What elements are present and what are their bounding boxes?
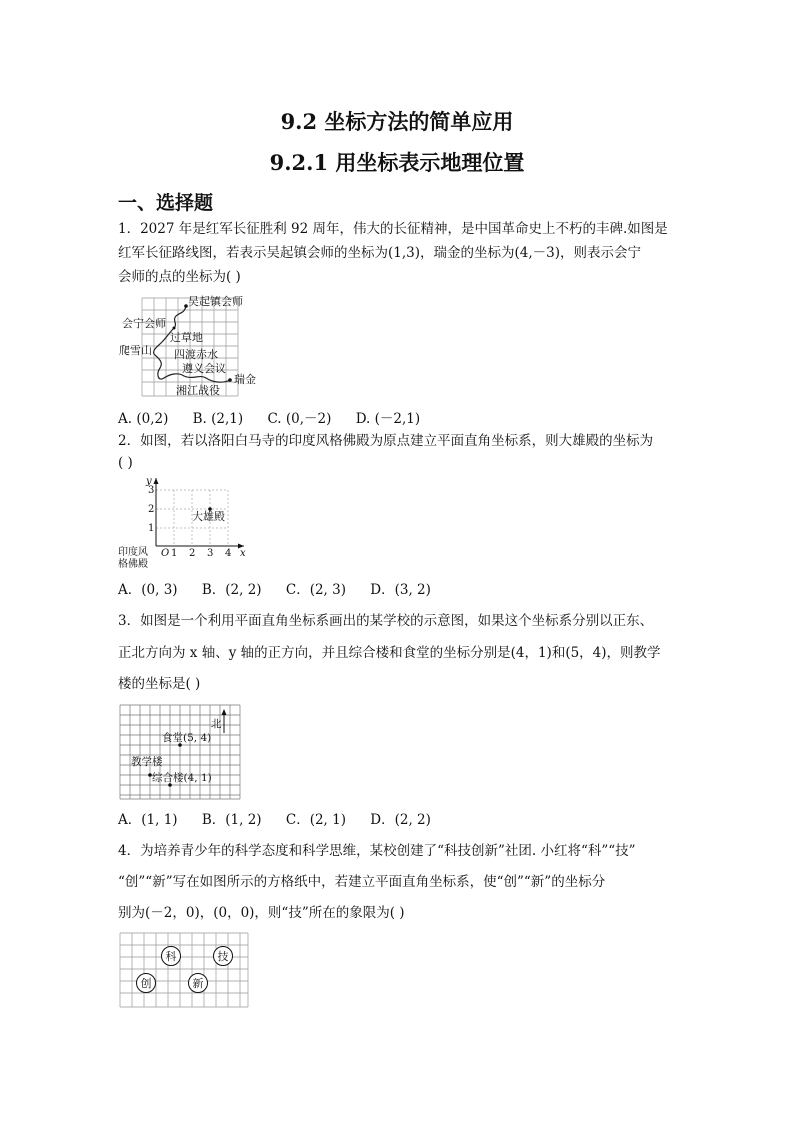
q4-line-2: “创”“新”写在如图所示的方格纸中，若建立平面直角坐标系，使“创”“新”的坐标分 bbox=[118, 874, 606, 890]
origin-place-line-2: 格佛殿 bbox=[118, 559, 148, 570]
y-tick-2: 2 bbox=[148, 504, 155, 515]
q1-option-a[interactable]: A. (0,2) bbox=[118, 411, 169, 427]
char-ke: 科 bbox=[165, 950, 177, 963]
q3-line-1: 3．如图是一个利用平面直角坐标系画出的某学校的示意图，如果这个坐标系分别以正东、 bbox=[118, 613, 654, 629]
q3-option-c[interactable]: C．(2, 1) bbox=[285, 812, 346, 828]
q2-options bbox=[118, 580, 684, 600]
q1-option-b[interactable]: B. (2,1) bbox=[192, 411, 244, 427]
q2-option-b[interactable]: B．(2, 2) bbox=[201, 582, 262, 598]
label-wuqi: 吴起镇会师 bbox=[188, 295, 243, 308]
q1-line-2: 红军长征路线图，若表示吴起镇会师的坐标为(1,3)，瑞金的坐标为(4,－3)，则表示会宁 bbox=[118, 245, 642, 261]
q3-option-a[interactable]: A．(1, 1) bbox=[118, 812, 178, 828]
label-xiangjiang: 湘江战役 bbox=[176, 384, 220, 397]
q3-option-b[interactable]: B．(1, 2) bbox=[201, 812, 262, 828]
q4-line-1: 4．为培养青少年的科学态度和科学思维，某校创建了“科技创新”社团. 小红将“科”“技” bbox=[118, 843, 636, 859]
x-tick-4: 4 bbox=[225, 548, 232, 559]
label-xueshan: 爬雪山 bbox=[119, 344, 152, 357]
q1-route-figure bbox=[112, 292, 272, 404]
canteen-label: 食堂(5, 4) bbox=[162, 732, 212, 744]
q3-option-d[interactable]: D．(2, 2) bbox=[370, 812, 431, 828]
y-axis-label: y bbox=[146, 476, 152, 487]
label-chishui: 四渡赤水 bbox=[174, 348, 218, 361]
section-heading: 一、选择题 bbox=[118, 192, 214, 214]
page-title: 9.2 坐标方法的简单应用 bbox=[280, 109, 514, 134]
label-caodi: 过草地 bbox=[170, 331, 203, 344]
origin-label: O bbox=[161, 548, 170, 559]
q3-line-2: 正北方向为 x 轴、y 轴的正方向，并且综合楼和食堂的坐标分别是(4，1)和(5，4)，则教学 bbox=[118, 645, 661, 661]
q1-option-d[interactable]: D. (－2,1) bbox=[355, 411, 421, 427]
origin-place-line-1: 印度风 bbox=[118, 547, 148, 558]
q2-line-2: ( ) bbox=[118, 455, 133, 471]
page-subtitle: 9.2.1 用坐标表示地理位置 bbox=[269, 150, 525, 175]
q3-line-3: 楼的坐标是( ) bbox=[118, 676, 201, 692]
q3-school-map bbox=[118, 703, 242, 801]
q1-line-3: 会师的点的坐标为( ) bbox=[118, 269, 241, 285]
x-tick-2: 2 bbox=[189, 548, 196, 559]
q4-line-3: 别为(－2，0)，(0，0)，则“技”所在的象限为( ) bbox=[118, 905, 405, 921]
x-axis-label: x bbox=[240, 548, 246, 559]
char-xin: 新 bbox=[192, 977, 204, 990]
q1-line-1: 1．2027 年是红军长征胜利 92 周年，伟大的长征精神，是中国革命史上不朽的丰碑.如图是 bbox=[118, 221, 668, 237]
q1-options bbox=[118, 409, 684, 429]
label-ruijin: 瑞金 bbox=[234, 373, 256, 386]
x-tick-1: 1 bbox=[171, 548, 178, 559]
q2-coordinate-figure bbox=[112, 474, 262, 570]
teaching-label: 教学楼 bbox=[131, 756, 163, 768]
q2-option-a[interactable]: A．(0, 3) bbox=[118, 582, 178, 598]
point-label: 大雄殿 bbox=[192, 510, 225, 523]
q3-options bbox=[118, 810, 684, 830]
q2-option-c[interactable]: C．(2, 3) bbox=[285, 582, 346, 598]
q2-option-d[interactable]: D．(3, 2) bbox=[370, 582, 431, 598]
x-tick-3: 3 bbox=[207, 548, 214, 559]
complex-label: 综合楼(4, 1) bbox=[152, 772, 212, 784]
q2-line-1: 2．如图，若以洛阳白马寺的印度风格佛殿为原点建立平面直角坐标系，则大雄殿的坐标为 bbox=[118, 433, 654, 449]
char-ji: 技 bbox=[217, 950, 229, 963]
y-tick-1: 1 bbox=[148, 523, 155, 534]
north-label: 北 bbox=[211, 718, 222, 730]
label-zunyi: 遵义会议 bbox=[182, 362, 226, 375]
y-tick-3: 3 bbox=[148, 485, 155, 496]
q4-grid-figure bbox=[118, 931, 250, 1009]
char-chuang: 创 bbox=[140, 977, 152, 990]
q1-option-c[interactable]: C. (0,－2) bbox=[267, 411, 332, 427]
label-huining: 会宁会师 bbox=[122, 317, 166, 330]
